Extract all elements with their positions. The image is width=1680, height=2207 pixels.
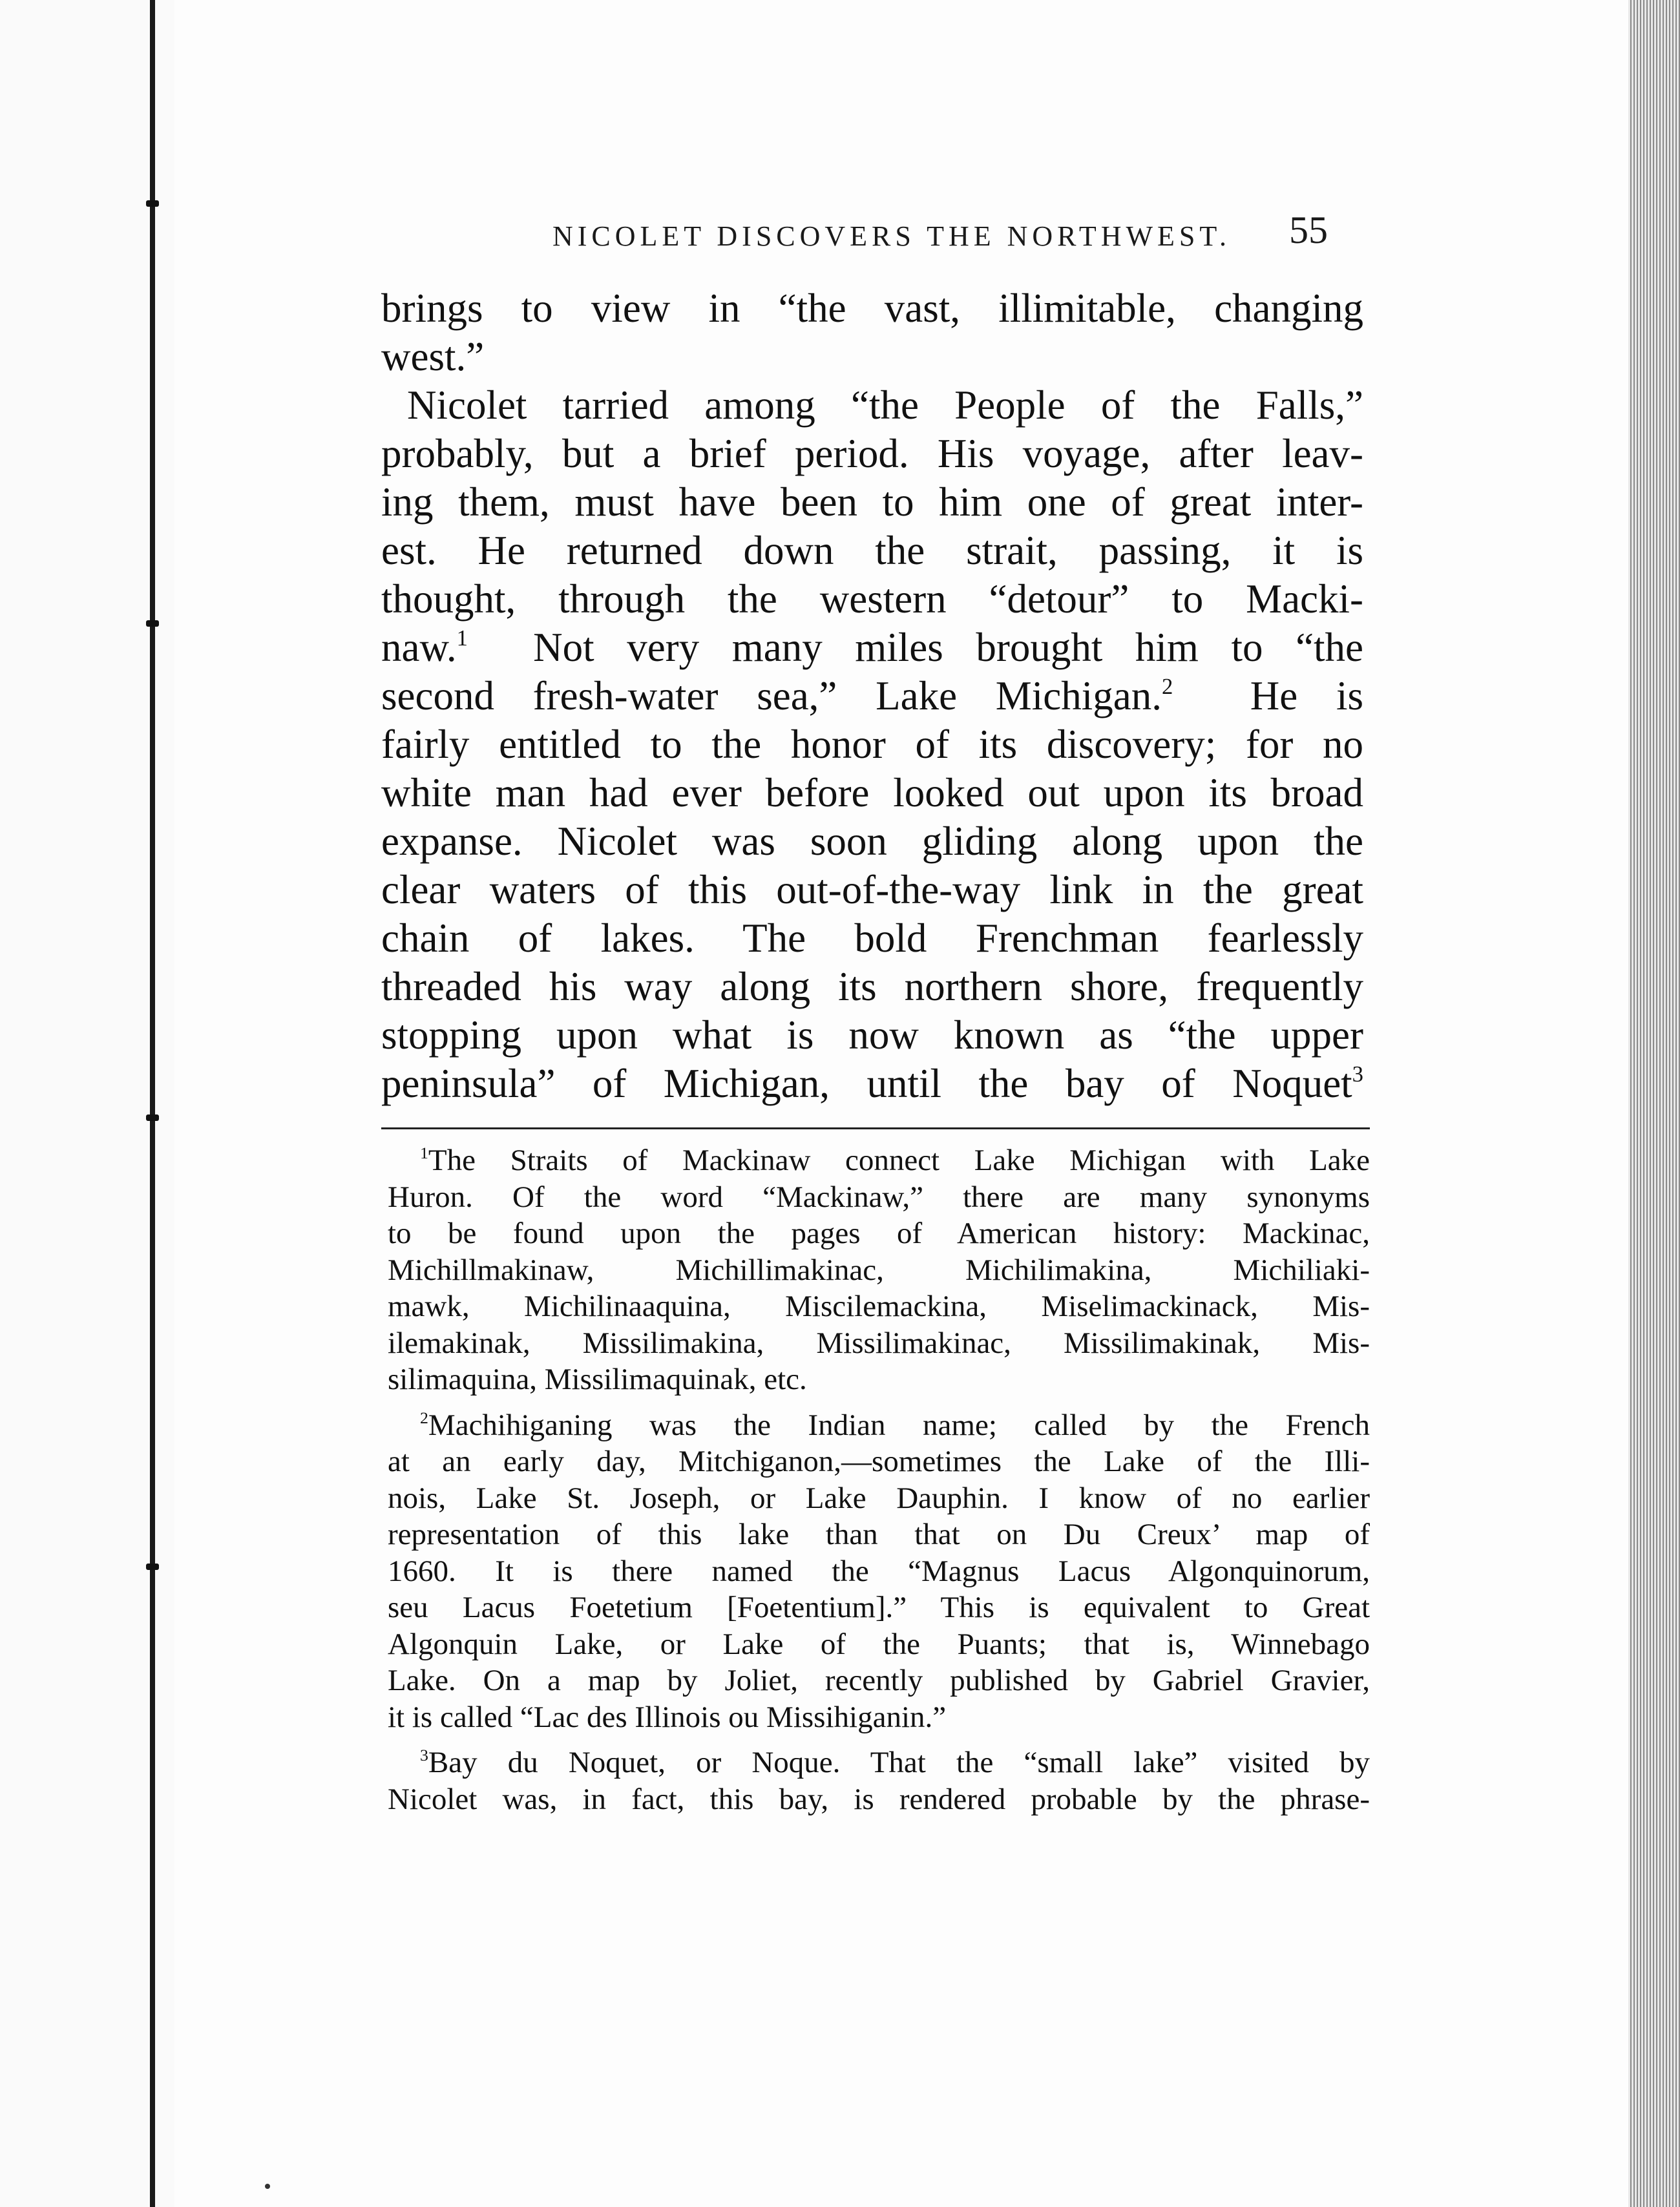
- footnote-line: Nicolet was, in fact, this bay, is rendered probable by the phrase-: [388, 1782, 1370, 1816]
- text-line: fairly entitled to the honor of its discovery; for no: [381, 722, 1363, 767]
- binding-stitch: [146, 1564, 159, 1570]
- page-number: 55: [1289, 209, 1328, 251]
- text-line: [381, 623, 1363, 672]
- footnote-line: Algonquin Lake, or Lake of the Puants; that is, Winnebago: [388, 1627, 1370, 1661]
- footnote-line: seu Lacus Foetetium [Foetentium].” This is equivalent to Great: [388, 1591, 1370, 1624]
- footnote-rule: [381, 1127, 1370, 1129]
- footnote-line: 1660. It is there named the “Magnus Lacus Algonquinorum,: [388, 1554, 1370, 1588]
- text-segment: second fresh-water sea,” Lake Michigan.: [381, 673, 1162, 718]
- binding-gutter: [150, 0, 155, 2207]
- text-line: probably, but a brief period. His voyage, after leav-: [381, 431, 1363, 476]
- text-line: stopping upon what is now known as “the upper: [381, 1012, 1363, 1058]
- footnote-line: Lake. On a map by Joliet, recently published by Gabriel Gravier,: [388, 1664, 1370, 1697]
- text-line: Nicolet tarried among “the People of the Falls,”: [407, 382, 1363, 428]
- footnote-ref: 1: [456, 625, 468, 651]
- footnote-line: [388, 1407, 1370, 1444]
- text-line: white man had ever before looked out upon its broad: [381, 770, 1363, 815]
- footnote-ref: 3: [1352, 1062, 1363, 1087]
- binding-stitch: [146, 200, 159, 207]
- footnote-line: it is called “Lac des Illinois ou Missihiganin.”: [388, 1700, 947, 1734]
- text-segment: He is: [1250, 673, 1364, 718]
- footnote-line: to be found upon the pages of American history: Mackinac,: [388, 1217, 1370, 1250]
- footnote-line: nois, Lake St. Joseph, or Lake Dauphin. I know of no earlier: [388, 1481, 1370, 1515]
- ink-spot: [265, 2184, 270, 2189]
- text-line: [381, 1060, 1363, 1108]
- footnote-ref: 2: [1161, 674, 1173, 699]
- footnote-line: Huron. Of the word “Mackinaw,” there are many synonyms: [388, 1180, 1370, 1214]
- text-line: brings to view in “the vast, illimitable, changing: [381, 286, 1363, 331]
- text-segment: naw.: [381, 625, 457, 670]
- text-segment: peninsula” of Michigan, until the bay of Noquet: [381, 1061, 1352, 1106]
- footnote-mark: 2: [420, 1408, 428, 1427]
- footnote-line: [388, 1744, 1370, 1781]
- text-segment: The Straits of Mackinaw connect Lake Michigan with Lake: [428, 1144, 1370, 1177]
- footnote-line: Michillmakinaw, Michillimakinac, Michilimakina, Michiliaki-: [388, 1253, 1370, 1287]
- text-line: thought, through the western “detour” to Macki-: [381, 576, 1363, 622]
- footnote-line: [388, 1142, 1370, 1179]
- body-text: [381, 284, 1363, 1108]
- text-segment: Bay du Noquet, or Noque. That the “small lake” visited by: [428, 1746, 1370, 1779]
- footnote-mark: 1: [420, 1143, 428, 1162]
- text-line: expanse. Nicolet was soon gliding along upon the: [381, 819, 1363, 864]
- footnote-line: at an early day, Mitchiganon,—sometimes the Lake of the Illi-: [388, 1445, 1370, 1478]
- footnote-mark: 3: [420, 1745, 428, 1764]
- footnote-line: representation of this lake than that on Du Creux’ map of: [388, 1518, 1370, 1551]
- facing-page-edge: [0, 0, 174, 2207]
- running-title: NICOLET DISCOVERS THE NORTHWEST.: [552, 220, 1232, 252]
- text-line: west.”: [381, 334, 485, 379]
- binding-stitch: [146, 620, 159, 627]
- text-line: clear waters of this out-of-the-way link in the great: [381, 867, 1363, 912]
- binding-stitch: [146, 1114, 159, 1121]
- text-line: est. He returned down the strait, passing, it is: [381, 528, 1363, 573]
- text-line: ing them, must have been to him one of great inter-: [381, 479, 1363, 525]
- text-line: threaded his way along its northern shore, frequently: [381, 964, 1363, 1009]
- text-line: [381, 672, 1363, 720]
- footnote-3: [388, 1744, 1370, 1817]
- footnote-2: [388, 1407, 1370, 1736]
- page-edges: [1628, 0, 1680, 2207]
- footnote-line: mawk, Michilinaaquina, Miscilemackina, Miselimackinack, Mis-: [388, 1290, 1370, 1323]
- text-segment: Machihiganing was the Indian name; called by the French: [428, 1408, 1370, 1442]
- text-line: chain of lakes. The bold Frenchman fearlessly: [381, 915, 1363, 961]
- footnote-line: ilemakinak, Missilimakina, Missilimakinac, Missilimakinak, Mis-: [388, 1326, 1370, 1360]
- footnotes: [388, 1142, 1370, 1826]
- text-segment: Not very many miles brought him to “the: [533, 625, 1364, 670]
- footnote-1: [388, 1142, 1370, 1398]
- footnote-line: silimaquina, Missilimaquinak, etc.: [388, 1363, 807, 1396]
